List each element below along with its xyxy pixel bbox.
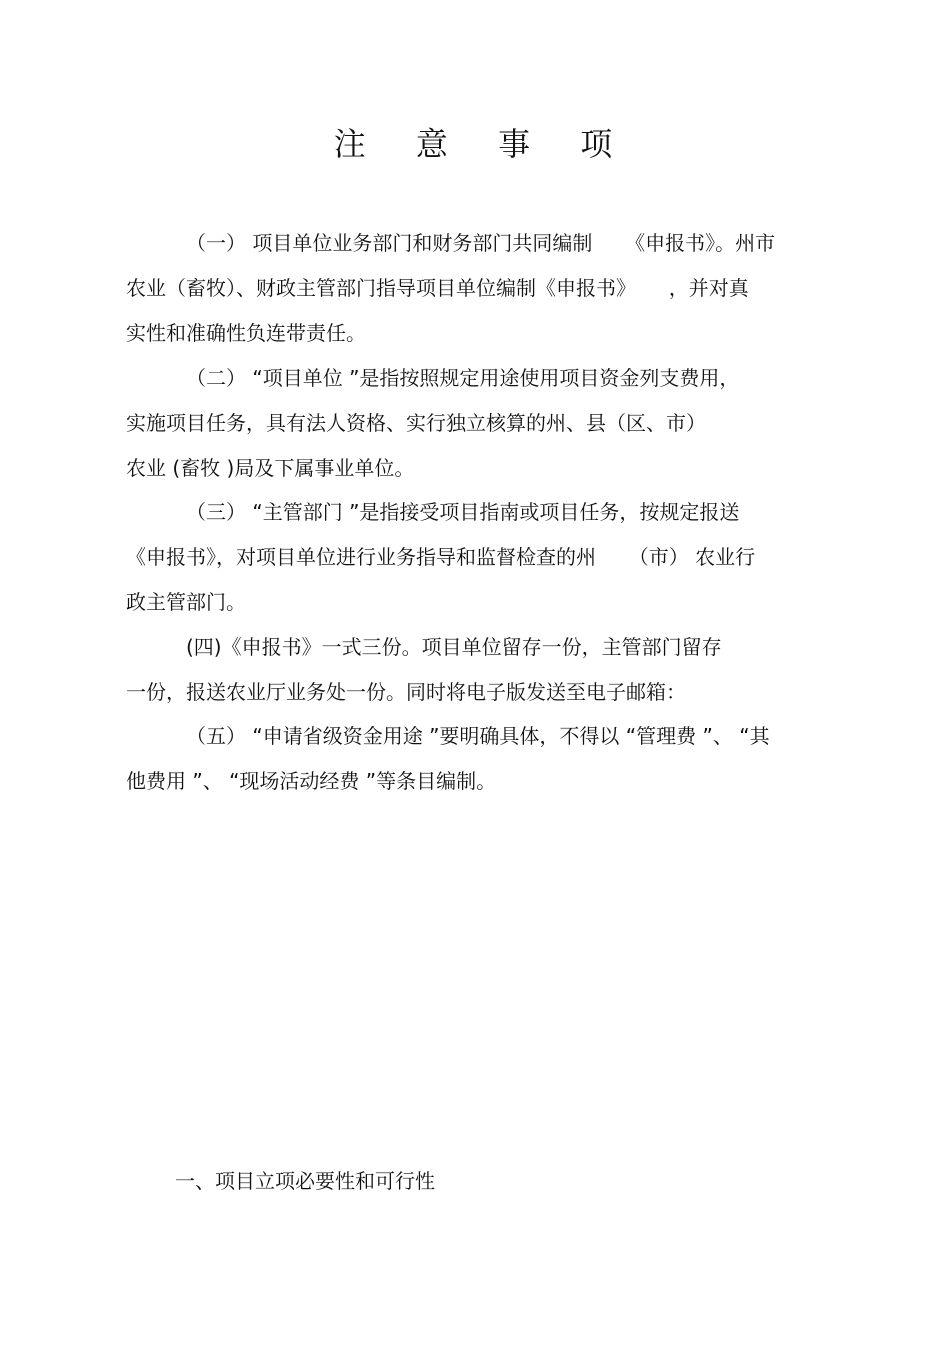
section-heading: 一、项目立项必要性和可行性 (175, 1169, 435, 1193)
paragraph-5-line-2: 他费用 ”、 “现场活动经费 ”等条目编制。 (126, 769, 497, 793)
paragraph-1-line-3: 实性和准确性负连带责任。 (126, 321, 366, 345)
paragraph-3-line-1: （三） “主管部门 ”是指接受项目指南或项目任务，按规定报送 (186, 500, 740, 524)
paragraph-4-line-2: 一份，报送农业厅业务处一份。同时将电子版发送至电子邮箱： (126, 680, 686, 704)
paragraph-3-line-2: 《申报书》，对项目单位进行业务指导和监督检查的州 （市） 农业行 (126, 545, 756, 569)
paragraph-3-line-3: 政主管部门。 (126, 590, 246, 614)
page-title: 注 意 事 项 (333, 125, 633, 163)
paragraph-2-line-3: 农业 (畜牧 )局及下属事业单位。 (126, 456, 415, 480)
paragraph-2-line-1: （二） “项目单位 ”是指按照规定用途使用项目资金列支费用， (186, 366, 740, 390)
paragraph-1-line-1: （一） 项目单位业务部门和财务部门共同编制 《申报书》。州市 (186, 231, 776, 255)
paragraph-4-line-1: (四)《申报书》一式三份。项目单位留存一份，主管部门留存 (186, 635, 722, 659)
paragraph-2-line-2: 实施项目任务，具有法人资格、实行独立核算的州、县（区、市） (126, 411, 706, 435)
paragraph-5-line-1: （五） “申请省级资金用途 ”要明确具体，不得以 “管理费 ”、 “其 (186, 724, 770, 748)
paragraph-1-line-2: 农业（畜牧）、财政主管部门指导项目单位编制《申报书》 ，并对真 (126, 276, 749, 300)
